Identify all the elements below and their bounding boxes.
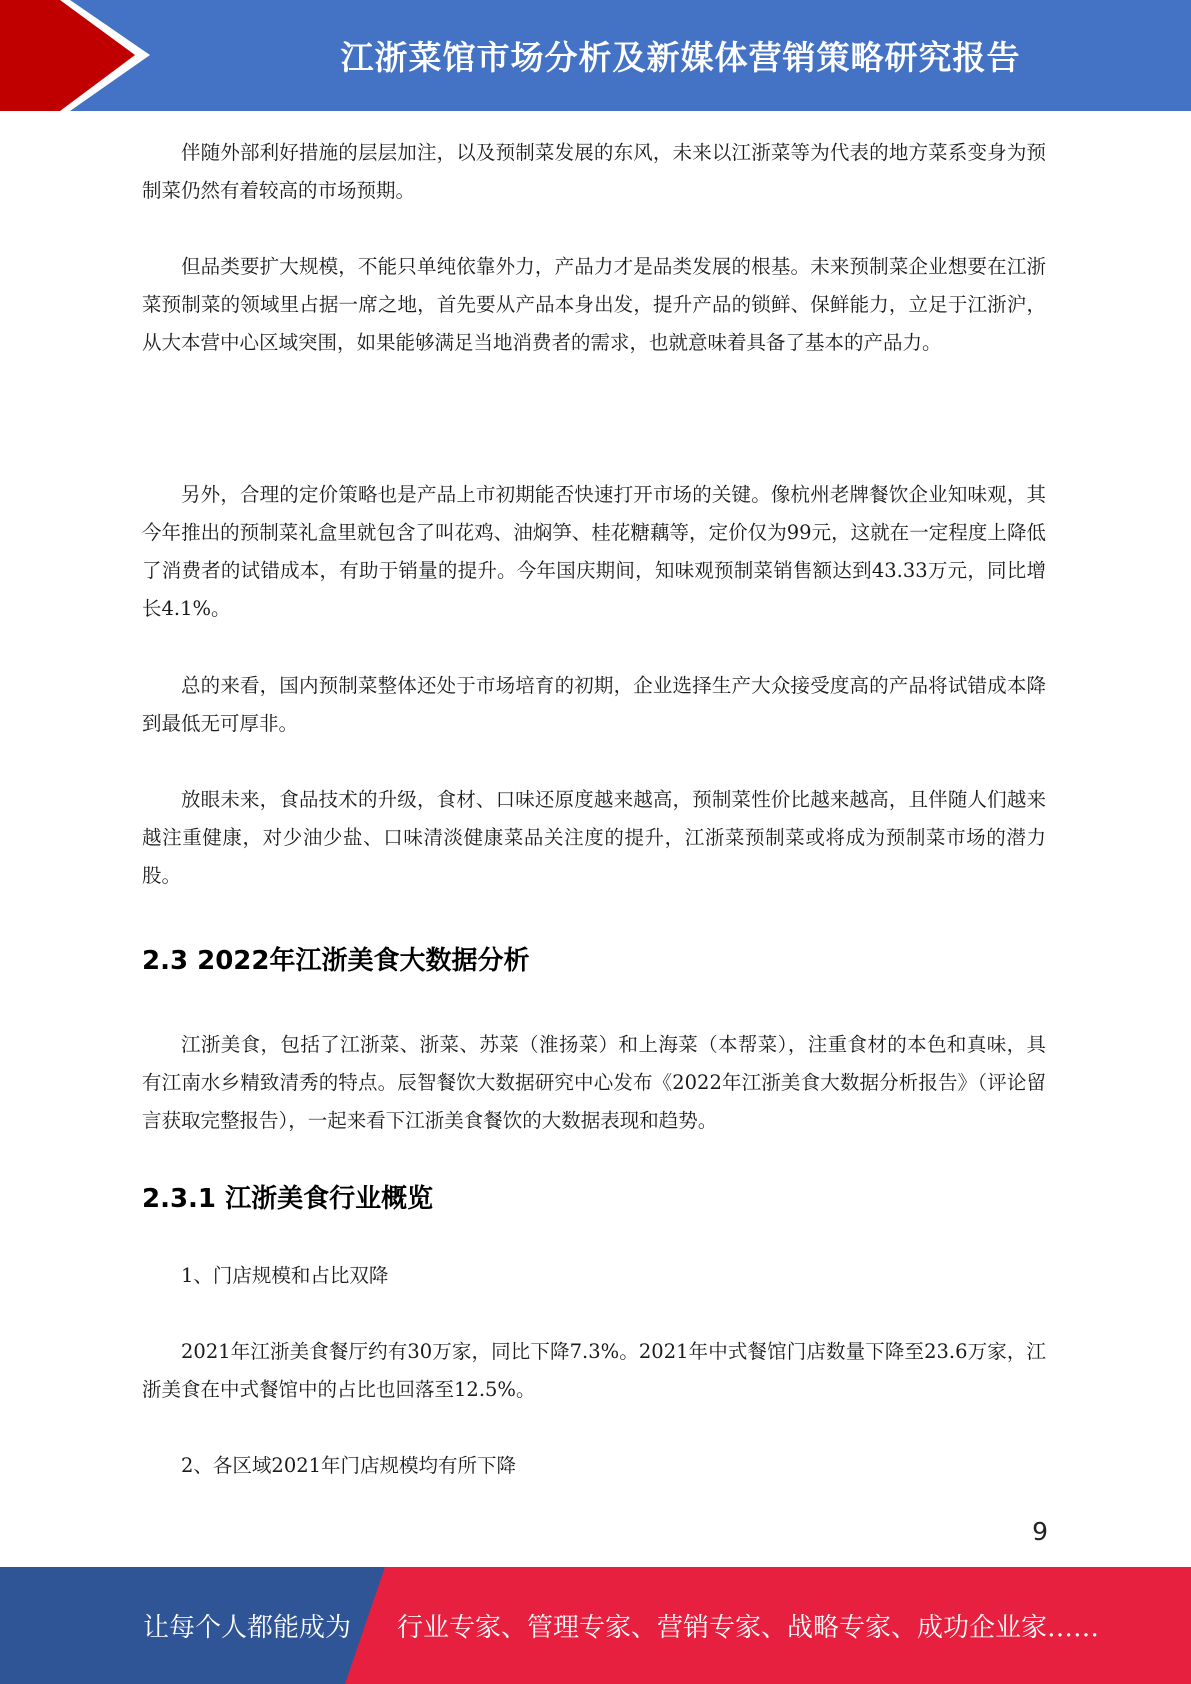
footer-slogan-left: 让每个人都能成为 (143, 1613, 352, 1643)
footer-slogan-right: 行业专家、管理专家、营销专家、战略专家、成功企业家…… (397, 1613, 1100, 1643)
paragraph-1: 伴随外部利好措施的层层加注，以及预制菜发展的东风，未来以江浙菜等为代表的地方菜系变身为预制菜仍然有着较高的市场预期。 (142, 141, 1046, 202)
section-heading: 2.3 2022年江浙美食大数据分析 (142, 946, 530, 976)
list-item-1: 1、门店规模和占比双降 (181, 1264, 389, 1287)
subsection-heading: 2.3.1 江浙美食行业概览 (142, 1184, 434, 1214)
paragraph-4: 总的来看，国内预制菜整体还处于市场培育的初期，企业选择生产大众接受度高的产品将试错成本降到最低无可厚非。 (142, 674, 1046, 735)
page-footer-banner (0, 1567, 1191, 1684)
paragraph-2: 但品类要扩大规模，不能只单纯依靠外力，产品力才是品类发展的根基。未来预制菜企业想要在江浙菜预制菜的领域里占据一席之地，首先要从产品本身出发，提升产品的锁鲜、保鲜能力，立足于江浙沪，从大本营中心区域突围，如果能够满足当地消费者的需求，也就意味着具备了基本的产品力。 (142, 255, 1046, 354)
paragraph-3: 另外，合理的定价策略也是产品上市初期能否快速打开市场的关键。像杭州老牌餐饮企业知味观，其今年推出的预制菜礼盒里就包含了叫花鸡、油焖笋、桂花糖藕等，定价仅为99元，这就在一定程度上降低了消费者的试错成本，有助于销量的提升。今年国庆期间，知味观预制菜销售额达到43.33万元，同比增长4.1%。 (142, 483, 1046, 620)
list-item-2: 2、各区域2021年门店规模均有所下降 (181, 1454, 517, 1477)
page-number: 9 (1032, 1517, 1048, 1546)
list-item-1-paragraph: 2021年江浙美食餐厅约有30万家，同比下降7.3%。2021年中式餐馆门店数量下降至23.6万家，江浙美食在中式餐馆中的占比也回落至12.5%。 (142, 1340, 1046, 1401)
header-chevron-decoration (0, 0, 160, 111)
section-paragraph: 江浙美食，包括了江浙菜、浙菜、苏菜（淮扬菜）和上海菜（本帮菜），注重食材的本色和真味，具有江南水乡精致清秀的特点。辰智餐饮大数据研究中心发布《2022年江浙美食大数据分析报告》（评论留言获取完整报告），一起来看下江浙美食餐饮的大数据表现和趋势。 (142, 1033, 1046, 1132)
paragraph-5: 放眼未来，食品技术的升级，食材、口味还原度越来越高，预制菜性价比越来越高，且伴随人们越来越注重健康，对少油少盐、口味清淡健康菜品关注度的提升，江浙菜预制菜或将成为预制菜市场的潜力股。 (142, 788, 1046, 887)
page-header-banner (0, 0, 1191, 111)
report-title: 江浙菜馆市场分析及新媒体营销策略研究报告 (340, 38, 1021, 77)
